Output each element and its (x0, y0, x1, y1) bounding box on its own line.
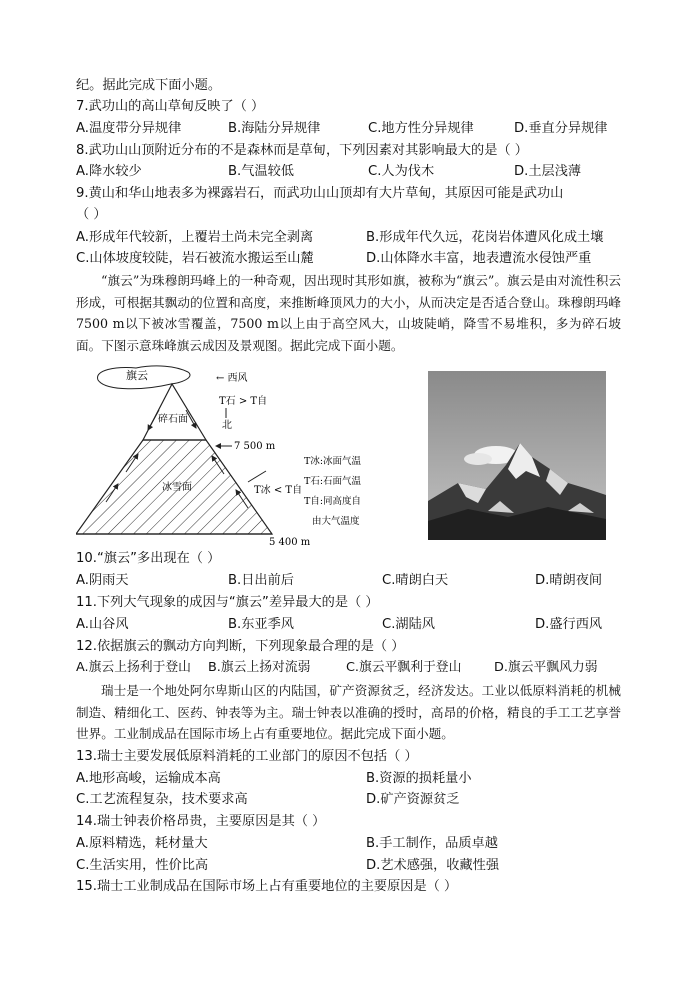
question-9-stem: 9.黄山和华山地表多为裸露岩石，而武功山山顶却有大片草甸，其原因可能是武功山 (76, 186, 564, 201)
passage-banner-cloud: “旗云”为珠穆朗玛峰上的一种奇观，因出现时其形如旗，被称为“旗云”。旗云是由对流性积云形成，可根据其飘动的位置和高度，来推断峰顶风力的大小，从而决定是否适合登山。珠穆朗玛峰7500 m以下被冰雪覆盖，7500 m以上由于高空风大，山坡陡峭，降雪不易堆积，多为碎石坡面。下图示意珠峰旗云成因及景观图。据此完成下面小题。 (76, 273, 621, 353)
banner-cloud-diagram (76, 362, 376, 552)
question-15-stem: 15.瑞士工业制成品在国际市场上占有重要地位的主要原因是（ ） (76, 879, 458, 894)
passage-continuation: 纪。据此完成下面小题。 (76, 78, 222, 93)
q9-option-c[interactable]: C.山体坡度较陡，岩石被流水搬运至山麓 (76, 251, 314, 266)
q12-option-d[interactable]: D.旗云平飘风力弱 (494, 660, 598, 675)
legend-line-2: T石:石面气温 (304, 476, 362, 487)
q7-option-b[interactable]: B.海陆分异规律 (228, 121, 321, 136)
everest-banner-cloud-photo (428, 371, 606, 540)
question-7-stem: 7.武功山的高山草甸反映了（ ） (76, 99, 265, 114)
q10-option-c[interactable]: C.晴朗白天 (382, 573, 449, 588)
q14-option-a[interactable]: A.原料精选，耗材量大 (76, 836, 208, 851)
passage-switzerland: 瑞士是一个地处阿尔卑斯山区的内陆国，矿产资源贫乏，经济发达。工业以低原料消耗的机械制造、精细化工、医药、钟表等为主。瑞士钟表以准确的授时，高昂的价格，精良的手工工艺享誉世界。工业制成品在国际市场上占有重要地位。据此完成下面小题。 (76, 683, 621, 741)
altitude-5400-label: 5 400 m (269, 537, 311, 548)
rock-temp-relation: T石 > T自 (219, 396, 268, 407)
q7-option-c[interactable]: C.地方性分异规律 (368, 121, 474, 136)
q13-option-c[interactable]: C.工艺流程复杂，技术要求高 (76, 792, 248, 807)
q9-option-a[interactable]: A.形成年代较新，上覆岩土尚未完全剥离 (76, 230, 314, 245)
question-9-stem-cont: （ ） (76, 207, 107, 222)
q11-option-b[interactable]: B.东亚季风 (228, 617, 294, 632)
q12-option-a[interactable]: A.旗云上扬利于登山 (76, 660, 191, 675)
q11-option-d[interactable]: D.盛行西风 (535, 617, 603, 632)
banner-cloud-label: 旗云 (126, 369, 148, 382)
question-11-stem: 11.下列大气现象的成因与“旗云”差异最大的是（ ） (76, 595, 379, 610)
question-12-stem: 12.依据旗云的飘动方向判断，下列现象最合理的是（ ） (76, 639, 405, 654)
rock-face-label: 碎石面 (158, 414, 188, 425)
q8-option-c[interactable]: C.人为伐木 (368, 164, 435, 179)
q8-option-d[interactable]: D.土层浅薄 (514, 164, 582, 179)
q12-option-b[interactable]: B.旗云上扬对流弱 (208, 660, 311, 675)
q7-option-a[interactable]: A.温度带分异规律 (76, 121, 182, 136)
legend-line-4: 由大气温度 (312, 516, 360, 527)
north-label: 北 (222, 420, 232, 431)
q13-option-d[interactable]: D.矿产资源贫乏 (366, 792, 460, 807)
question-13-stem: 13.瑞士主要发展低原料消耗的工业部门的原因不包括（ ） (76, 749, 418, 764)
q13-option-a[interactable]: A.地形高峻，运输成本高 (76, 771, 221, 786)
q10-option-a[interactable]: A.阴雨天 (76, 573, 129, 588)
ice-temp-relation: T冰 < T自 (254, 485, 303, 496)
q14-option-c[interactable]: C.生活实用，性价比高 (76, 858, 209, 873)
ice-face-label: 冰雪面 (162, 482, 192, 493)
question-8-stem: 8.武功山山顶附近分布的不是森林而是草甸，下列因素对其影响最大的是（ ） (76, 143, 528, 158)
q13-option-b[interactable]: B.资源的损耗量小 (366, 771, 472, 786)
west-wind-label: ← 西风 (216, 373, 248, 384)
rock-face-area (143, 384, 206, 440)
q11-option-a[interactable]: A.山谷风 (76, 617, 129, 632)
q12-option-c[interactable]: C.旗云平飘利于登山 (346, 660, 462, 675)
legend-line-1: T冰:冰面气温 (304, 456, 362, 467)
q8-option-a[interactable]: A.降水较少 (76, 164, 142, 179)
question-14-stem: 14.瑞士钟表价格昂贵，主要原因是其（ ） (76, 814, 326, 829)
q11-option-c[interactable]: C.湖陆风 (382, 617, 435, 632)
q8-option-b[interactable]: B.气温较低 (228, 164, 294, 179)
q14-option-d[interactable]: D.艺术感强，收藏性强 (366, 858, 500, 873)
q9-option-d[interactable]: D.山体降水丰富，地表遭流水侵蚀严重 (366, 251, 592, 266)
altitude-7500-label: 7 500 m (234, 441, 276, 452)
q14-option-b[interactable]: B.手工制作，品质卓越 (366, 836, 498, 851)
q10-option-b[interactable]: B.日出前后 (228, 573, 294, 588)
question-10-stem: 10.“旗云”多出现在（ ） (76, 551, 221, 566)
q7-option-d[interactable]: D.垂直分异规律 (514, 121, 608, 136)
q10-option-d[interactable]: D.晴朗夜间 (535, 573, 603, 588)
q9-option-b[interactable]: B.形成年代久远，花岗岩体遭风化成土壤 (366, 230, 604, 245)
legend-line-3: T自:同高度自 (304, 496, 362, 507)
